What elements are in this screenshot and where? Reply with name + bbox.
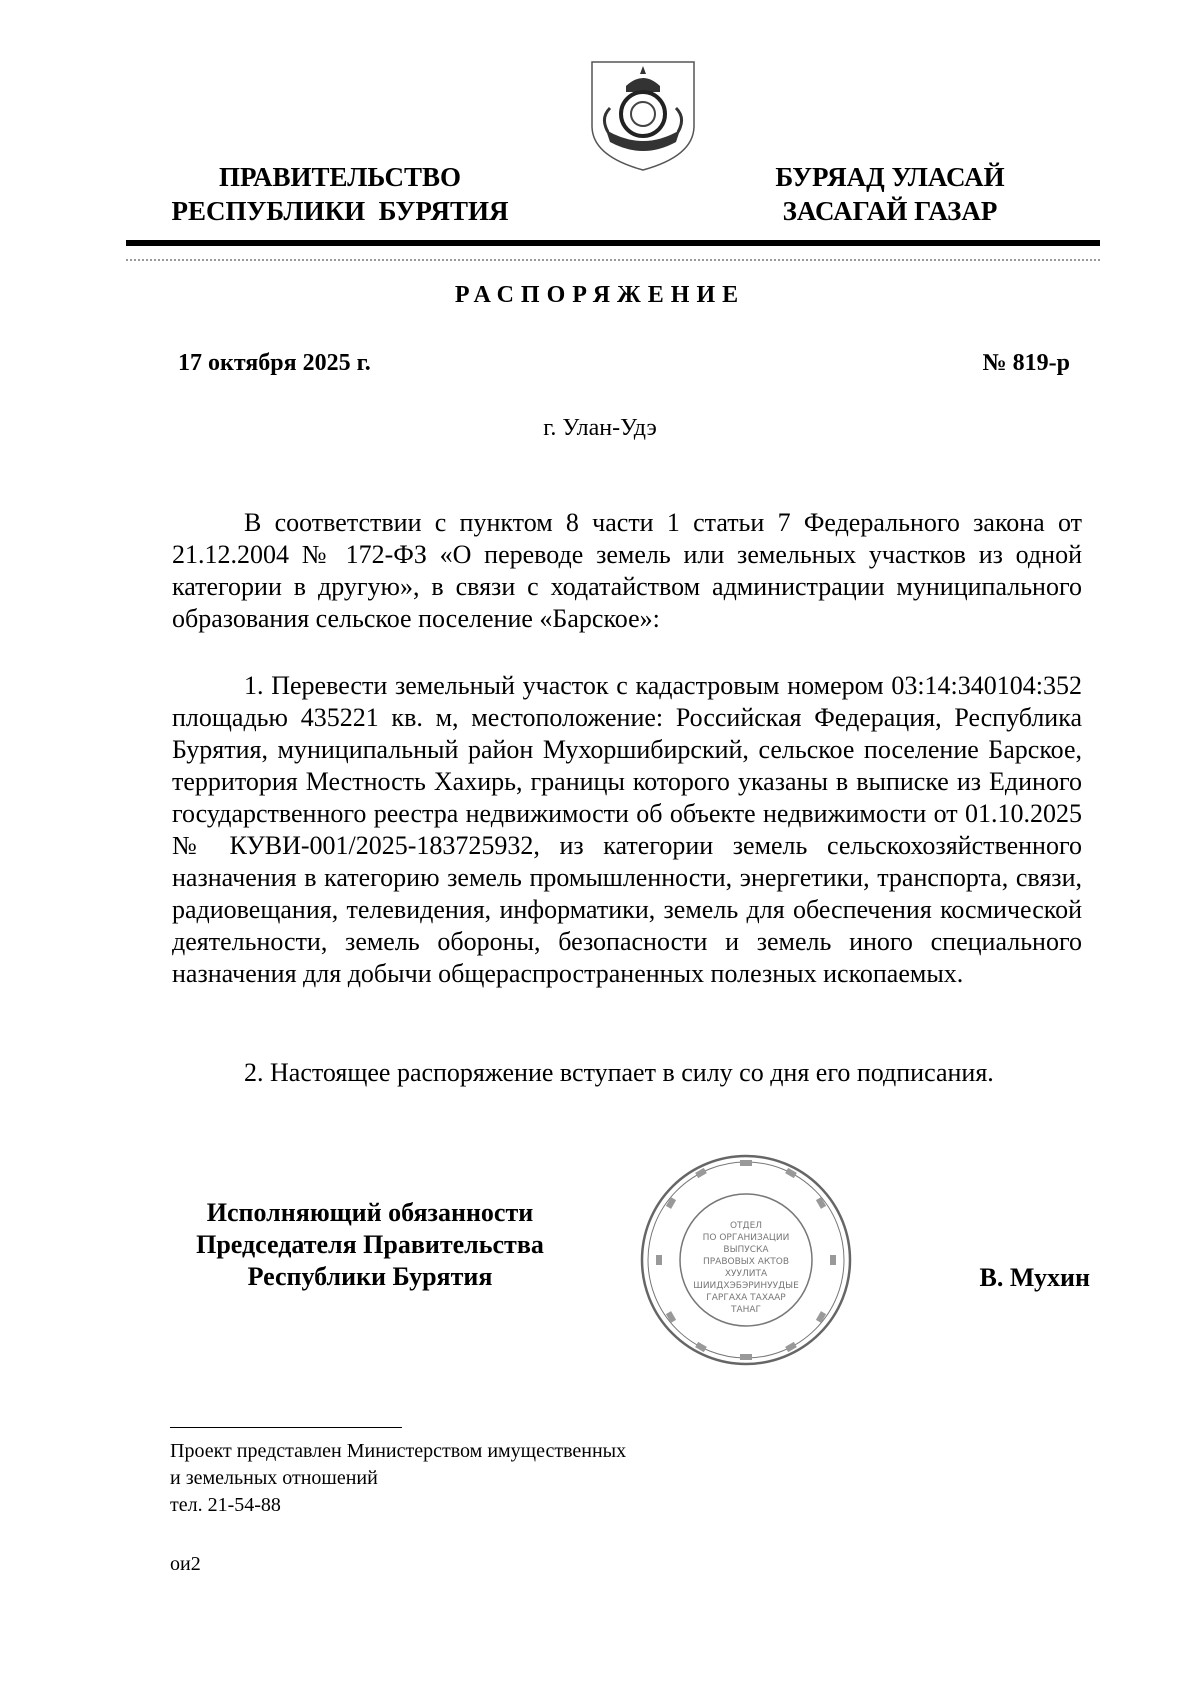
footnote-divider [170, 1427, 402, 1428]
official-stamp [636, 1150, 856, 1370]
signatory-title [160, 1197, 580, 1293]
document-date: 17 октября 2025 г. [178, 350, 371, 376]
svg-text:ШИИДХЭБЭРИНУУДЫЕ: ШИИДХЭБЭРИНУУДЫЕ [693, 1281, 799, 1291]
header-left-ru [150, 160, 530, 228]
svg-text:ОТДЕЛ: ОТДЕЛ [729, 1221, 763, 1231]
header-divider-thick [126, 240, 1100, 246]
footnote-phone: тел. 21-54-88 [170, 1494, 281, 1516]
svg-text:ГАРГАХА ТАХААР: ГАРГАХА ТАХААР [706, 1293, 786, 1303]
svg-text:ПРАВОВЫХ АКТОВ: ПРАВОВЫХ АКТОВ [702, 1257, 790, 1267]
svg-text:ХУУЛИТА: ХУУЛИТА [724, 1269, 768, 1279]
signatory-title-line2: Председателя Правительства [196, 1230, 544, 1259]
header-right-line2: ЗАСАГАЙ ГАЗАР [782, 196, 998, 226]
footnote-line1: Проект представлен Министерством имущественных [170, 1440, 627, 1462]
header-right-bua [745, 160, 1035, 228]
header-divider-dotted [126, 259, 1100, 261]
header-left-line1: ПРАВИТЕЛЬСТВО [218, 162, 462, 192]
signatory-title-line1: Исполняющий обязанности [206, 1198, 534, 1227]
body-paragraph-preamble: В соответствии с пунктом 8 части 1 статьи 7 Федерального закона от 21.12.2004 № 172-ФЗ «О переводе земель или земельных участков из одной категории в другую», в связи с ходатайством администрации муниципального образования сельское поселение «Барское»: [172, 508, 1082, 633]
header-right-line1: БУРЯАД УЛАСАЙ [775, 162, 1005, 192]
body-paragraph-item-1: 1. Перевести земельный участок с кадастровым номером 03:14:340104:352 площадью 435221 кв. м, местоположение: Российская Федерация, Республика Бурятия, муниципальный район Мухоршибирский, сельское поселение Барское, территория Местность Хахирь, границы которого указаны в выписке из Единого государственного реестра недвижимости об объекте недвижимости от 01.10.2025 № КУВИ-001/2025-183725932, из категории земель сельскохозяйственного назначения в категорию земель промышленности, энергетики, транспорта, связи, радиовещания, телевидения, информатики, земель для обеспечения космической деятельности, земель обороны, безопасности и земель иного специального назначения для добычи общераспространенных полезных ископаемых. [172, 671, 1082, 988]
document-title: РАСПОРЯЖЕНИЕ [454, 282, 746, 308]
svg-text:ТАНАГ: ТАНАГ [730, 1305, 762, 1315]
coat-of-arms-emblem [586, 56, 700, 174]
document-code: ои2 [170, 1553, 201, 1575]
svg-text:ВЫПУСКА: ВЫПУСКА [723, 1245, 769, 1255]
signatory-title-line3: Республики Бурятия [247, 1262, 493, 1291]
footnote-line2: и земельных отношений [170, 1467, 378, 1489]
document-number: № 819-р [982, 350, 1070, 376]
document-city: г. Улан-Удэ [543, 415, 657, 441]
body-paragraph-item-2: 2. Настоящее распоряжение вступает в силу со дня его подписания. [244, 1058, 994, 1087]
footnote [170, 1438, 626, 1519]
svg-text:ПО ОРГАНИЗАЦИИ: ПО ОРГАНИЗАЦИИ [702, 1233, 790, 1243]
header-left-line2: РЕСПУБЛИКИ БУРЯТИЯ [171, 196, 509, 226]
signatory-name: В. Мухин [979, 1263, 1090, 1292]
